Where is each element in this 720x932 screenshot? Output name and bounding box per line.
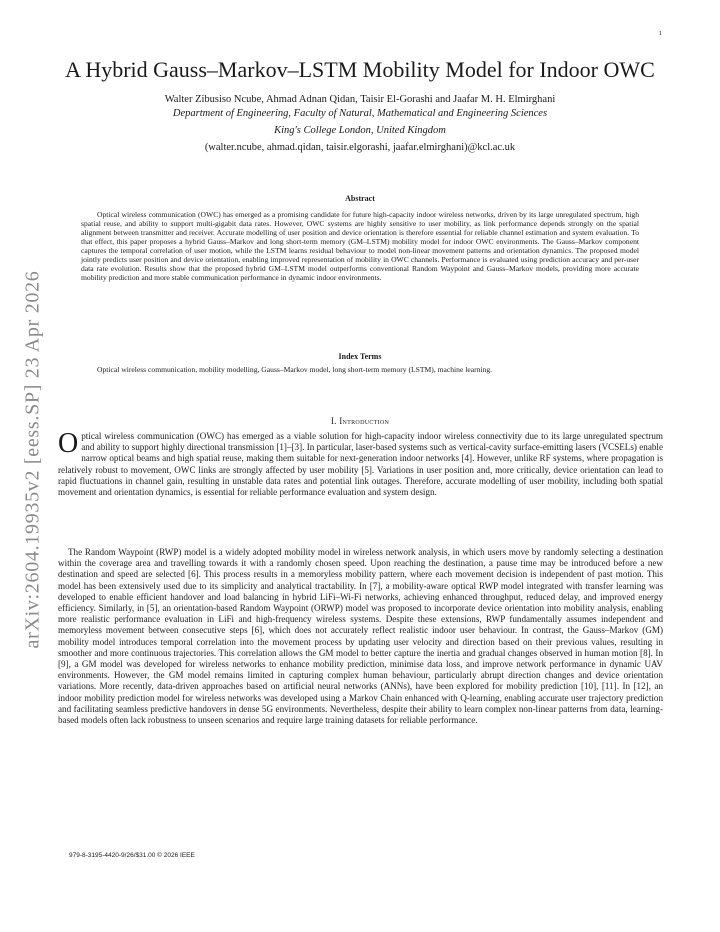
- section-heading-introduction: [0, 416, 720, 426]
- abstract-body: Optical wireless communication (OWC) has emerged as a promising candidate for future high-capacity indoor wireless networks, driven by its large unregulated spectrum, high spatial reuse, and ability to support multi-gigabit data rates. However, OWC systems are highly sensitive to user mobility, as link performance depends strongly on the spatial alignment between transmitter and receiver. Accurate modelling of user position and device orientation is therefore essential for reliable channel estimation and system evaluation. To that effect, this paper proposes a hybrid Gauss–Markov and long short-term memory (GM–LSTM) mobility model for indoor OWC environments. The Gauss–Markov component captures the temporal correlation of user motion, while the LSTM learns residual behaviour to model non-linear movement patterns and orientation dynamics. The proposed model jointly predicts user position and device orientation, enabling improved representation of mobility in OWC channels. Performance is evaluated using prediction accuracy and per-user data rate evolution. Results show that the proposed hybrid GM–LSTM model outperforms conventional Random Waypoint and Gauss–Markov models, providing more accurate mobility prediction and more stable communication performance in dynamic indoor environments.: [81, 210, 639, 283]
- copyright-notice: 979-8-3195-4420-9/26/$31.00 © 2026 IEEE: [69, 852, 195, 859]
- page-number: 1: [658, 30, 662, 37]
- introduction-paragraph-1: [58, 428, 663, 498]
- introduction-paragraph-2: The Random Waypoint (RWP) model is a widely adopted mobility model in wireless network analysis, in which users move by randomly selecting a destination within the coverage area and travelling towards it with a randomly chosen speed. Upon reaching the destination, a pause time may be introduced before a new destination and speed are selected [6]. This process results in a memoryless mobility pattern, where each movement decision is independent of past motion. This model has been extensively used due to its simplicity and analytical tractability. In [7], a mobility-aware optical RWP model integrated with transfer learning was developed to enable efficient handover and load balancing in hybrid LiFi–Wi-Fi networks, achieving enhanced throughput, reduced delay, and improved energy efficiency. Similarly, in [5], an orientation-based Random Waypoint (ORWP) model was proposed to incorporate device orientation into mobility analysis, enabling more realistic performance evaluation in LiFi and high-frequency wireless systems. Despite these extensions, RWP fundamentally assumes independent and memoryless movement between consecutive steps [6], which does not accurately reflect realistic indoor user behaviour. In contrast, the Gauss–Markov (GM) mobility model introduces temporal correlation into the movement process by updating user velocity and direction based on their previous values, resulting in smoother and more continuous trajectories. This correlation allows the GM model to better capture the inertia and gradual changes observed in human motion [8]. In [9], a GM model was developed for wireless networks to enhance mobility prediction, minimise data loss, and improve network performance in dynamic UAV environments. However, the GM model remains limited in capturing complex human behaviour, particularly abrupt direction changes and device orientation variations. More recently, data-driven approaches based on artificial neural networks (ANNs), have been explored for mobility prediction [10], [11]. In [12], an indoor mobility prediction model for wireless networks was developed using a Markov Chain enhanced with Q-learning, enabling accurate user trajectory prediction and facilitating seamless predictive handovers in dense 5G environments. Nevertheless, despite their ability to learn complex non-linear patterns from data, learning-based models often lack robustness to unseen scenarios and require large training datasets for reliable performance.: [58, 547, 663, 726]
- section-numeral: I.: [330, 416, 337, 426]
- author-emails: (walter.ncube, ahmad.qidan, taisir.elgorashi, jaafar.elmirghani)@kcl.ac.uk: [204, 142, 516, 153]
- author-list: Walter Zibusiso Ncube, Ahmad Adnan Qidan, Taisir El-Gorashi and Jaafar M. H. Elmirghani: [164, 94, 556, 105]
- affiliation-department: Department of Engineering, Faculty of Natural, Mathematical and Engineering Sciences: [172, 108, 548, 119]
- drop-cap-letter: O: [58, 428, 79, 459]
- affiliation-institution: King's College London, United Kingdom: [274, 125, 446, 136]
- abstract-heading: Abstract: [345, 194, 375, 203]
- index-terms-heading: Index Terms: [338, 352, 382, 361]
- arxiv-identifier-stamp: [6, 233, 60, 685]
- arxiv-identifier-text: arXiv:2604.19935v2 [eess.SP] 23 Apr 2026: [21, 270, 44, 648]
- paper-title: A Hybrid Gauss–Markov–LSTM Mobility Model for Indoor OWC: [65, 57, 655, 82]
- section-title: Introduction: [339, 416, 390, 426]
- paragraph-1-text: ptical wireless communication (OWC) has emerged as a viable solution for high-capacity indoor wireless connectivity due to its large unregulated spectrum and ability to support highly directional transmission [1]–[3]. In particular, laser-based systems such as vertical-cavity surface-emitting lasers (VCSELs) enable narrow optical beams and high spatial reuse, making them suitable for next-generation indoor networks [4]. However, unlike RF systems, where propagation is relatively robust to movement, OWC links are strongly affected by user mobility [5]. Variations in user position and, more critically, device orientation can lead to rapid fluctuations in channel gain, resulting in unstable data rates and potential link outages. Therefore, accurate modelling of user mobility, including both spatial movement and orientation dynamics, is essential for reliable performance evaluation and system design.: [58, 431, 663, 498]
- index-terms-body: Optical wireless communication, mobility modelling, Gauss–Markov model, long short-term memory (LSTM), machine learning.: [97, 365, 493, 374]
